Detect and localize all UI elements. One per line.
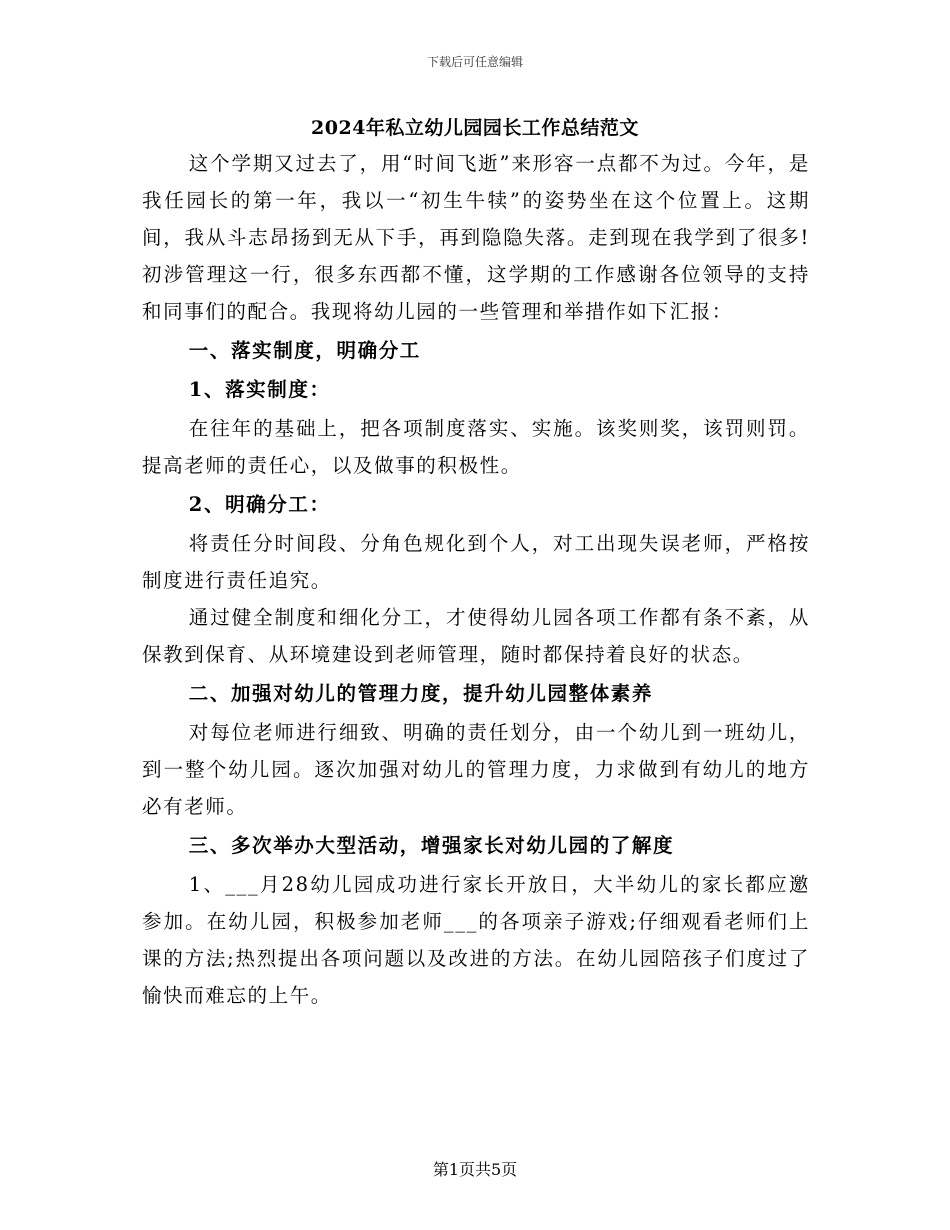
subheading-1-1: 1、落实制度： (188, 378, 331, 401)
body-paragraph: 将责任分时间段、分角色规化到个人，对工出现失误老师，严格按制度进行责任追究。 (142, 532, 810, 592)
body-paragraph: 通过健全制度和细化分工，才使得幼儿园各项工作都有条不紊，从保教到保育、从环境建设到老师管理，随时都保持着良好的状态。 (142, 606, 810, 666)
document-title: 2024年私立幼儿园园长工作总结范文 (311, 117, 639, 139)
body-paragraph: 在往年的基础上，把各项制度落实、实施。该奖则奖，该罚则罚。提高老师的责任心，以及做事的积极性。 (142, 417, 810, 477)
header-note: 下载后可任意编辑 (426, 55, 523, 69)
section-heading-3: 三、多次举办大型活动，增强家长对幼儿园的了解度 (188, 834, 675, 857)
subheading-1-2: 2、明确分工： (188, 493, 331, 516)
body-paragraph: 1、___月28幼儿园成功进行家长开放日，大半幼儿的家长都应邀参加。在幼儿园，积极参加老师___的各项亲子游戏;仔细观看老师们上课的方法;热烈提出各项问题以及改进的方法。在幼儿园陪孩子们度过了愉快而难忘的上午。 (142, 873, 810, 1007)
section-heading-1: 一、落实制度，明确分工 (188, 339, 421, 362)
page-number: 第1页共5页 (432, 1160, 518, 1179)
intro-paragraph: 这个学期又过去了，用“时间飞逝”来形容一点都不为过。今年，是我任园长的第一年，我以一“初生牛犊”的姿势坐在这个位置上。这期间，我从斗志昂扬到无从下手，再到隐隐失落。走到现在我学到了很多!初涉管理这一行，很多东西都不懂，这学期的工作感谢各位领导的支持和同事们的配合。我现将幼儿园的一些管理和举措作如下汇报： (142, 152, 810, 323)
body-paragraph: 对每位老师进行细致、明确的责任划分，由一个幼儿到一班幼儿，到一整个幼儿园。逐次加强对幼儿的管理力度，力求做到有幼儿的地方必有老师。 (142, 721, 810, 818)
document-body (142, 145, 810, 1014)
section-heading-2: 二、加强对幼儿的管理力度，提升幼儿园整体素养 (188, 682, 653, 705)
